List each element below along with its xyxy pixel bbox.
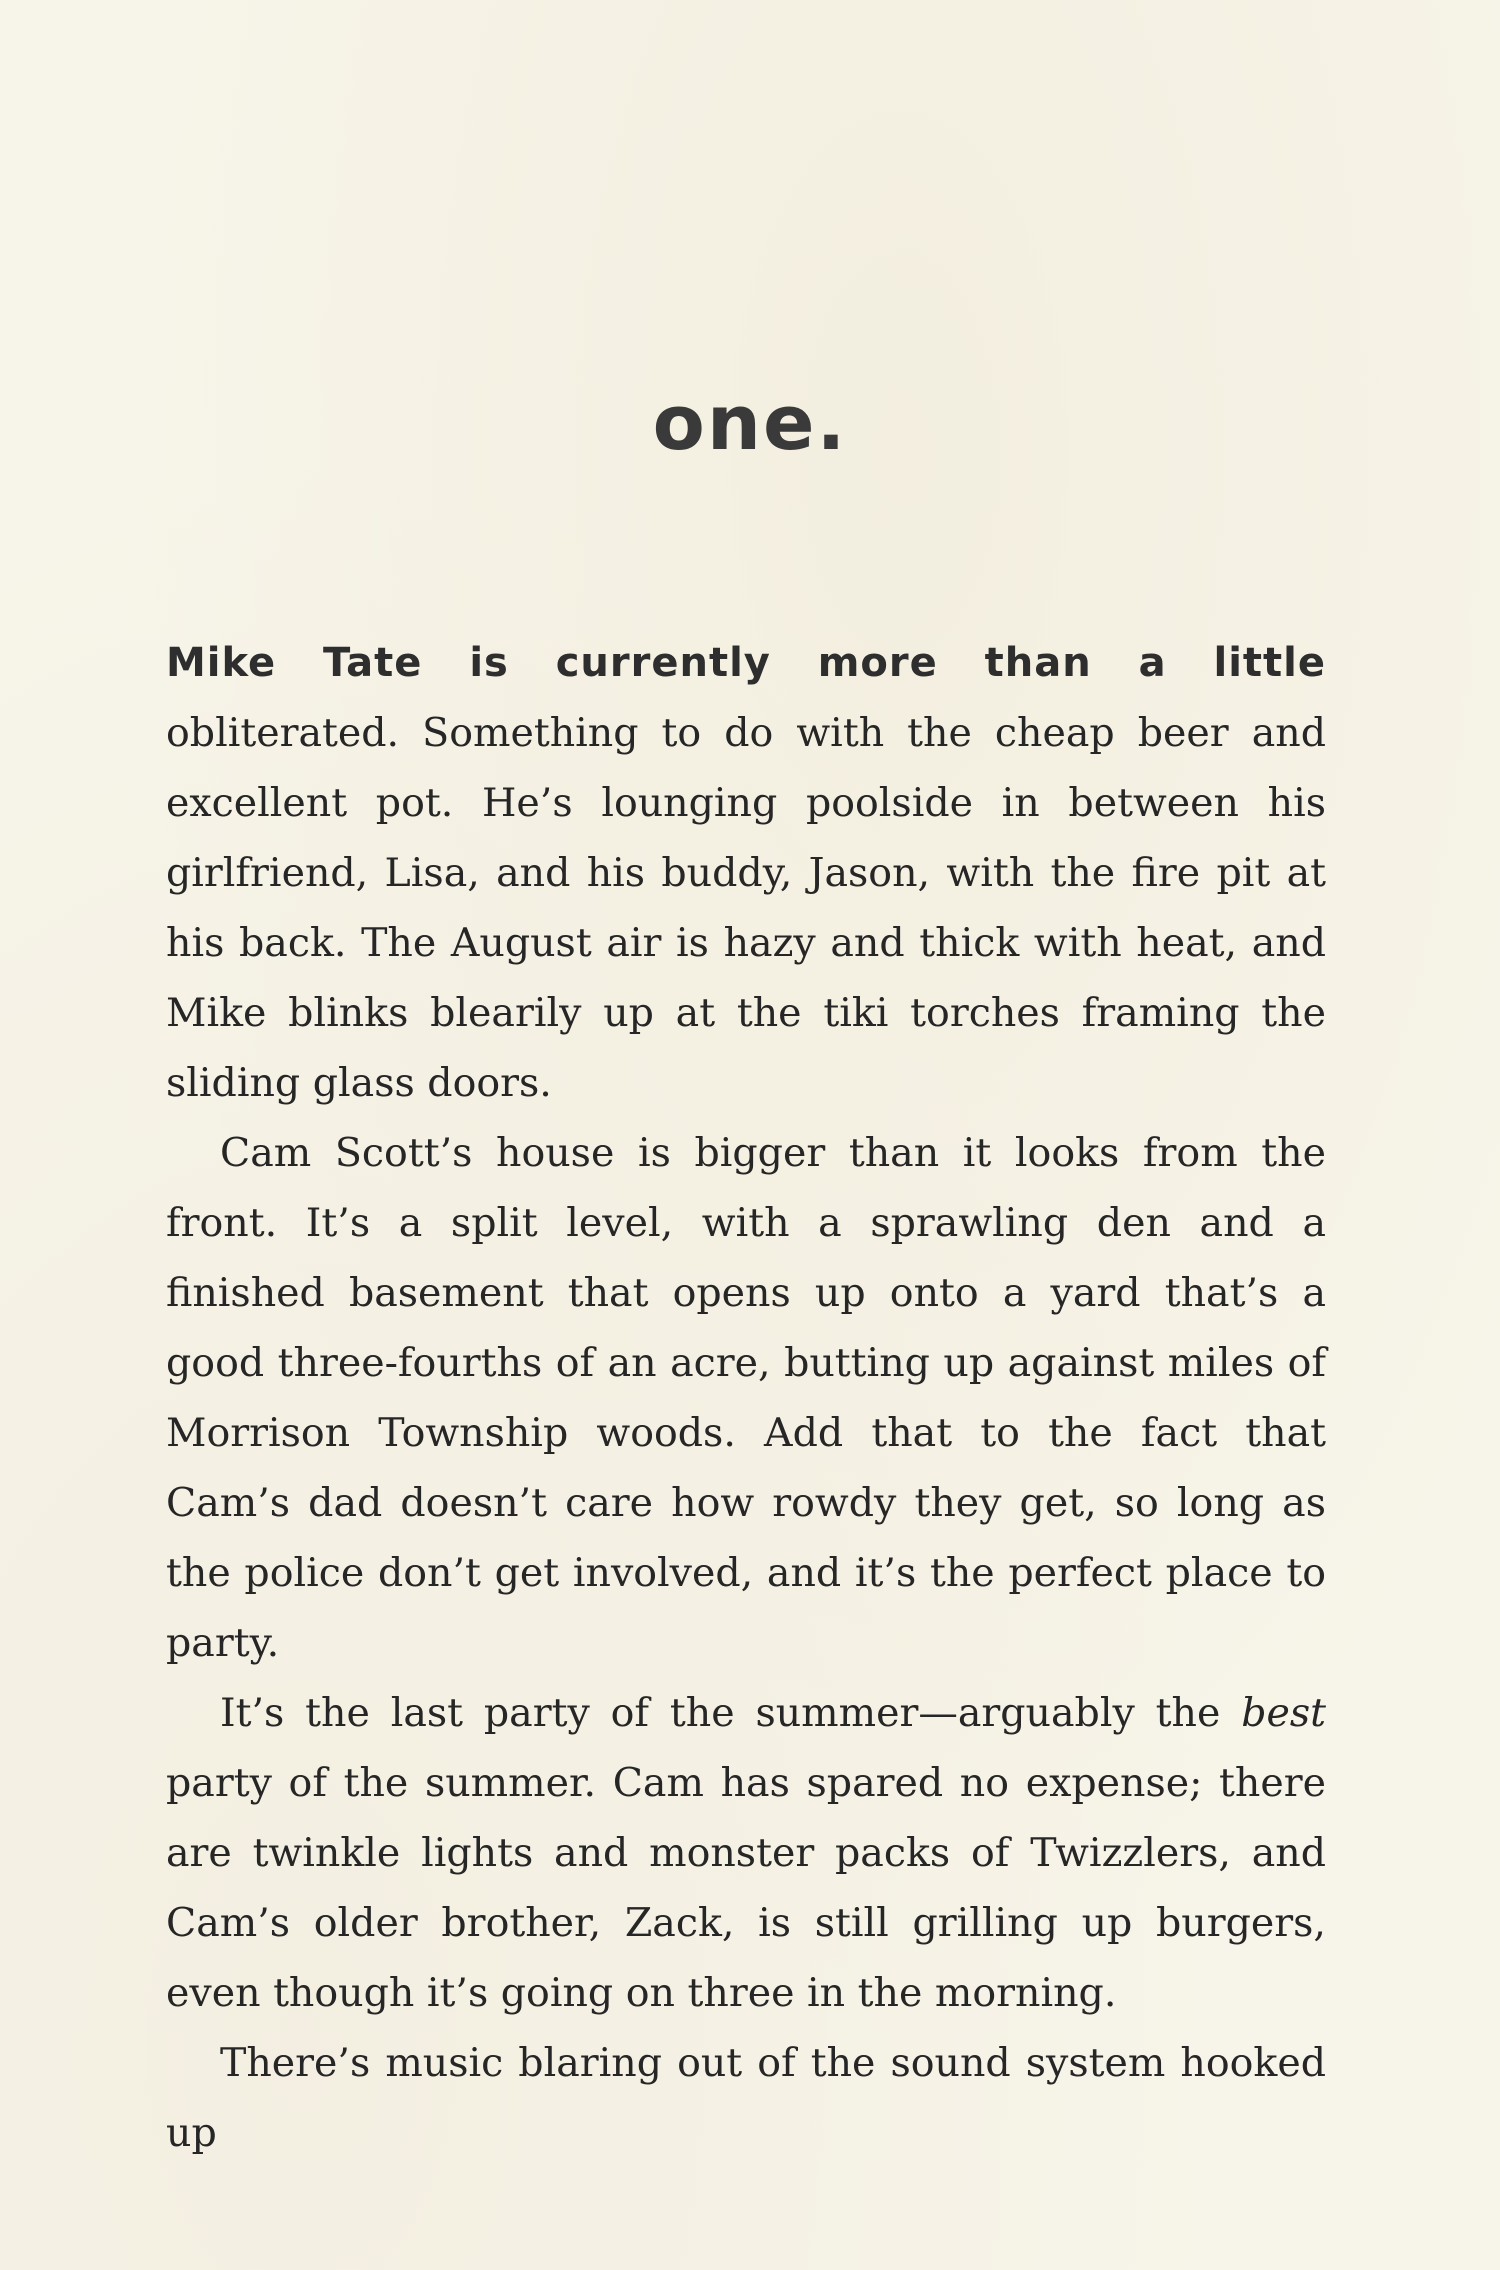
chapter-title: one. bbox=[652, 378, 848, 467]
paragraph-4-text: There’s music blaring out of the sound system hooked up bbox=[166, 2040, 1326, 2156]
chapter-body bbox=[166, 628, 1326, 2168]
paragraph-3-text-before: It’s the last party of the summer—arguably the bbox=[220, 1690, 1242, 1736]
paragraph-1 bbox=[166, 628, 1326, 1118]
lead-in-text: Mike Tate is currently more than a little bbox=[166, 640, 1326, 686]
paragraph-4 bbox=[166, 2028, 1326, 2168]
paragraph-2 bbox=[166, 1118, 1326, 1678]
emphasis-best: best bbox=[1241, 1690, 1326, 1736]
paragraph-1-text: obliterated. Something to do with the cheap beer and excellent pot. He’s lounging poolside in between his girlfriend, Lisa, and his buddy, Jason, with the fire pit at his back. The August air is hazy and thick with heat, and Mike blinks blearily up at the tiki torches framing the sliding glass doors. bbox=[166, 710, 1326, 1106]
paragraph-2-text: Cam Scott’s house is bigger than it looks from the front. It’s a split level, with a sprawling den and a finished basement that opens up onto a yard that’s a good three-fourths of an acre, butting up against miles of Morrison Township woods. Add that to the fact that Cam’s dad doesn’t care how rowdy they get, so long as the police don’t get involved, and it’s the perfect place to party. bbox=[166, 1130, 1326, 1666]
paragraph-3 bbox=[166, 1678, 1326, 2028]
paragraph-3-text-after: party of the summer. Cam has spared no expense; there are twinkle lights and monster packs of Twizzlers, and Cam’s older brother, Zack, is still grilling up burgers, even though it’s going on three in the morning. bbox=[166, 1760, 1326, 2016]
